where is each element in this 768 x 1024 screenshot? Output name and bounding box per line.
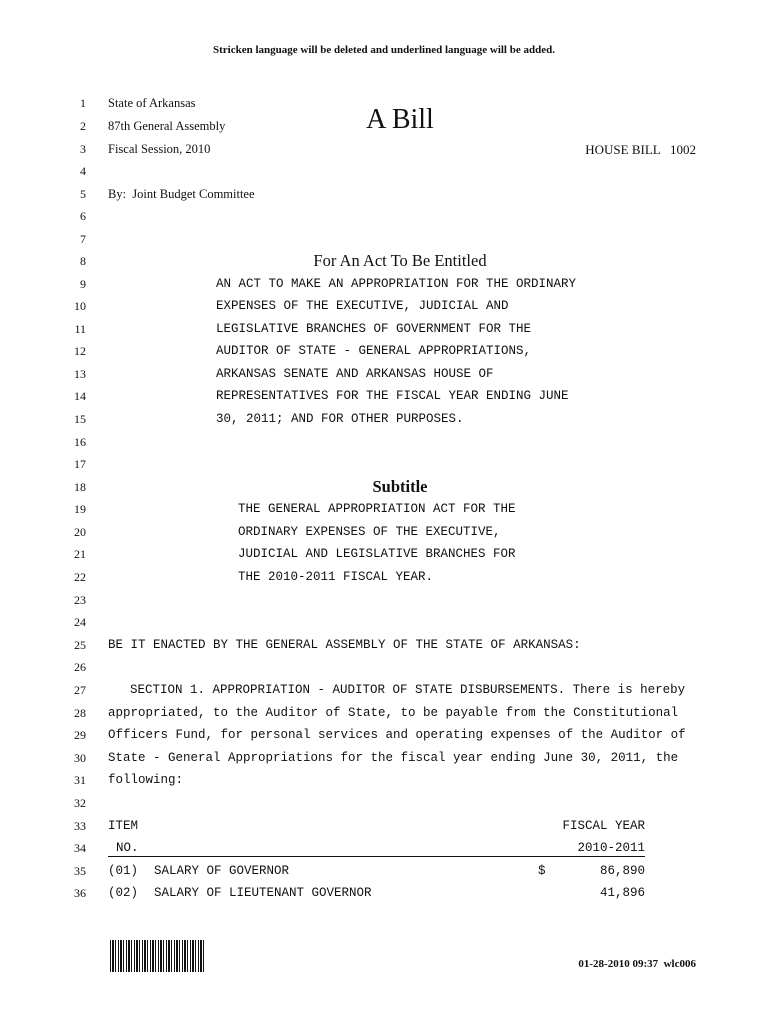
line-number: 22	[74, 570, 86, 584]
line-number: 4	[80, 164, 86, 178]
general-assembly: 87th General Assembly	[108, 119, 226, 133]
act-title-line: REPRESENTATIVES FOR THE FISCAL YEAR ENDING JUNE	[216, 389, 569, 403]
line-number: 28	[74, 706, 86, 720]
line-number: 7	[80, 232, 86, 246]
line-number: 6	[80, 209, 86, 223]
line-number: 14	[74, 389, 86, 403]
line-number: 34	[74, 841, 86, 855]
subtitle-line: THE GENERAL APPROPRIATION ACT FOR THE	[238, 502, 516, 516]
line-number: 36	[74, 886, 86, 900]
line-number: 32	[74, 796, 86, 810]
line-number: 27	[74, 683, 86, 697]
subtitle-line: JUDICIAL AND LEGISLATIVE BRANCHES FOR	[238, 547, 516, 561]
item-number: (02)	[108, 886, 139, 900]
col-year-header: FISCAL YEAR	[562, 819, 645, 833]
table-header-rule	[108, 856, 645, 857]
col-item-header: ITEM	[108, 819, 139, 833]
line-number: 26	[74, 660, 86, 674]
fiscal-session: Fiscal Session, 2010	[108, 142, 211, 156]
line-number: 17	[74, 457, 86, 471]
item-description: SALARY OF LIEUTENANT GOVERNOR	[154, 886, 372, 900]
line-number: 23	[74, 593, 86, 607]
act-title-line: AN ACT TO MAKE AN APPROPRIATION FOR THE ORDINARY	[216, 277, 577, 291]
line-number: 15	[74, 412, 86, 426]
line-number: 31	[74, 773, 86, 787]
line-number: 29	[74, 728, 86, 742]
line-number: 3	[80, 142, 86, 156]
section-1-line: Officers Fund, for personal services and operating expenses of the Auditor of	[108, 728, 686, 742]
line-number: 35	[74, 864, 86, 878]
bill-title: A Bill	[366, 104, 434, 135]
act-title-line: ARKANSAS SENATE AND ARKANSAS HOUSE OF	[216, 367, 494, 381]
act-title-line: LEGISLATIVE BRANCHES OF GOVERNMENT FOR THE	[216, 322, 532, 336]
line-number: 11	[74, 322, 86, 336]
item-amount: 41,896	[599, 886, 645, 900]
subtitle-line: THE 2010-2011 FISCAL YEAR.	[238, 570, 434, 584]
act-title-heading: For An Act To Be Entitled	[313, 251, 487, 270]
state-name: State of Arkansas	[108, 96, 196, 110]
line-number: 25	[74, 638, 86, 652]
line-number: 33	[74, 819, 86, 833]
section-1-line: SECTION 1. APPROPRIATION - AUDITOR OF STATE DISBURSEMENTS. There is hereby	[130, 683, 686, 697]
line-number: 18	[74, 480, 86, 494]
line-number: 20	[74, 525, 86, 539]
col-year-subheader: 2010-2011	[577, 841, 645, 855]
section-1-line: State - General Appropriations for the fiscal year ending June 30, 2011, the	[108, 751, 679, 765]
section-1-line: following:	[108, 773, 184, 787]
line-number: 5	[80, 187, 86, 201]
enacting-clause: BE IT ENACTED BY THE GENERAL ASSEMBLY OF THE STATE OF ARKANSAS:	[108, 638, 581, 652]
line-number: 1	[80, 96, 86, 110]
line-number: 2	[80, 119, 86, 133]
strike-underline-notice: Stricken language will be deleted and underlined language will be added.	[213, 44, 555, 56]
item-description: SALARY OF GOVERNOR	[154, 864, 290, 878]
item-number: (01)	[108, 864, 139, 878]
line-number: 9	[80, 277, 86, 291]
line-number: 19	[74, 502, 86, 516]
bill-number: HOUSE BILL 1002	[585, 142, 696, 157]
line-number: 8	[80, 254, 86, 268]
currency-symbol: $	[538, 864, 546, 878]
subtitle-line: ORDINARY EXPENSES OF THE EXECUTIVE,	[238, 525, 501, 539]
line-number: 13	[74, 367, 86, 381]
act-title-line: AUDITOR OF STATE - GENERAL APPROPRIATIONS,	[216, 344, 532, 358]
item-amount: 86,890	[599, 864, 645, 878]
line-number: 24	[74, 615, 86, 629]
barcode-icon	[110, 940, 204, 972]
line-number: 10	[74, 299, 86, 313]
line-number: 16	[74, 435, 86, 449]
draft-timestamp: 01-28-2010 09:37 wlc006	[578, 958, 696, 970]
line-number: 30	[74, 751, 86, 765]
sponsor: By: Joint Budget Committee	[108, 187, 255, 201]
act-title-line: 30, 2011; AND FOR OTHER PURPOSES.	[216, 412, 464, 426]
line-number: 12	[74, 344, 86, 358]
section-1-line: appropriated, to the Auditor of State, to be payable from the Constitutional	[108, 706, 679, 720]
line-number: 21	[74, 547, 86, 561]
col-item-subheader: NO.	[116, 841, 139, 855]
act-title-line: EXPENSES OF THE EXECUTIVE, JUDICIAL AND	[216, 299, 509, 313]
subtitle-heading: Subtitle	[372, 477, 428, 496]
